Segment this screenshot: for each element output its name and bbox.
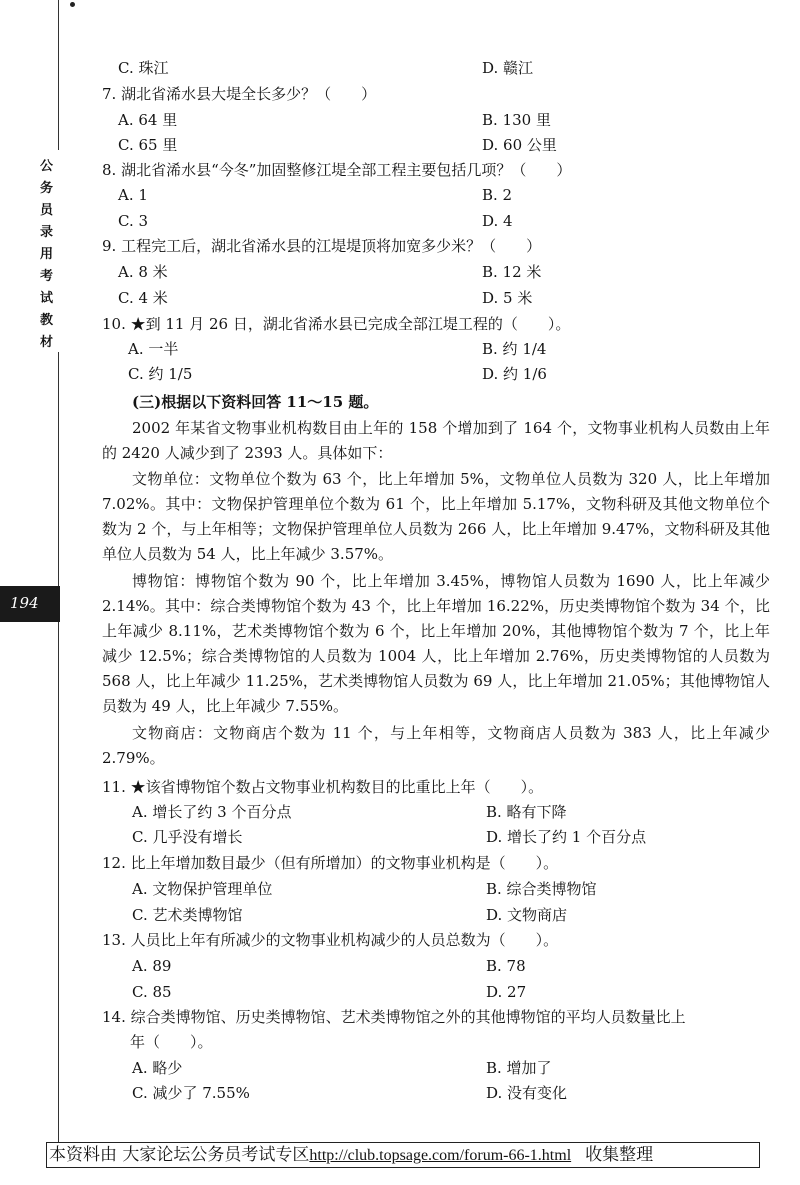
footer-banner	[46, 1142, 760, 1168]
sidebar-char: 录	[40, 225, 54, 240]
sidebar-char: 务	[40, 181, 54, 196]
q14-text-line2: 年（ ）。	[130, 1033, 213, 1051]
q7-option-c: C. 65 里	[118, 136, 178, 154]
sidebar-char: 公	[40, 159, 54, 174]
q11-option-d: D. 增长了约 1 个百分点	[486, 828, 647, 846]
footer-link[interactable]: http://club.topsage.com/forum-66-1.html	[309, 1147, 572, 1164]
q6-option-d: D. 赣江	[482, 59, 534, 77]
q8-text: 8. 湖北省浠水县“今冬”加固整修江堤全部工程主要包括几项？（ ）	[102, 161, 572, 179]
q8-option-c: C. 3	[118, 212, 149, 230]
q8-option-a: A. 1	[118, 186, 148, 204]
scan-dot	[70, 2, 75, 7]
margin-rule-top	[58, 0, 59, 150]
sidebar-char: 考	[40, 269, 54, 284]
paragraph-cultural-stores: 文物商店：文物商店个数为 11 个，与上年相等，文物商店人员数为 383 人，比上年减少 2.79%。	[102, 724, 770, 767]
q7-option-a: A. 64 里	[118, 111, 178, 129]
q10-option-a: A. 一半	[128, 340, 179, 358]
q14-option-b: B. 增加了	[486, 1059, 552, 1077]
q7-text: 7. 湖北省浠水县大堤全长多少？（ ）	[102, 85, 377, 103]
q6-option-c: C. 珠江	[118, 59, 169, 77]
q10-text: 10. ★到 11 月 26 日，湖北省浠水县已完成全部江堤工程的（ ）。	[102, 315, 571, 333]
q11-text: 11. ★该省博物馆个数占文物事业机构数目的比重比上年（ ）。	[102, 778, 544, 796]
q10-option-c: C. 约 1/5	[128, 365, 193, 383]
q9-option-c: C. 4 米	[118, 289, 168, 307]
q8-option-b: B. 2	[482, 186, 513, 204]
q13-text: 13. 人员比上年有所减少的文物事业机构减少的人员总数为（ ）。	[102, 931, 559, 949]
q12-option-a: A. 文物保护管理单位	[132, 880, 273, 898]
q12-option-c: C. 艺术类博物馆	[132, 906, 243, 924]
q13-option-b: B. 78	[486, 957, 526, 975]
q13-option-a: A. 89	[132, 957, 172, 975]
footer-suffix: 收集整理	[585, 1145, 654, 1165]
q8-option-d: D. 4	[482, 212, 513, 230]
sidebar-char: 员	[40, 203, 54, 218]
q12-text: 12. 比上年增加数目最少（但有所增加）的文物事业机构是（ ）。	[102, 854, 559, 872]
q11-option-c: C. 几乎没有增长	[132, 828, 243, 846]
q9-option-a: A. 8 米	[118, 263, 168, 281]
q11-option-b: B. 略有下降	[486, 803, 567, 821]
q9-option-d: D. 5 米	[482, 289, 533, 307]
q9-text: 9. 工程完工后，湖北省浠水县的江堤堤顶将加宽多少米？（ ）	[102, 237, 542, 255]
paragraph-museums: 博物馆：博物馆个数为 90 个，比上年增加 3.45%，博物馆人员数为 1690 人，比上年减少 2.14%。其中：综合类博物馆个数为 43 个，比上年增加 16.22%，历史类博物馆个数为 34 个，比上年减少 8.11%，艺术类博物馆个数为 6 个，比上年增加 20%，其他博物馆个数为 7 个，比上年减少 12.5%；综合类博物馆的人员数为 1004 人，比上年增加 2.76%，历史类博物馆的人员数为 568 人，比上年减少 11.25%，艺术类博物馆人员数为 69 人，比上年增加 21.05%；其他博物馆人员数为 49 人，比上年减少 7.55%。	[102, 572, 770, 715]
q10-option-b: B. 约 1/4	[482, 340, 547, 358]
q9-option-b: B. 12 米	[482, 263, 542, 281]
q14-option-a: A. 略少	[132, 1059, 183, 1077]
q12-option-d: D. 文物商店	[486, 906, 568, 924]
footer-prefix: 本资料由 大家论坛公务员考试专区	[49, 1145, 310, 1165]
page-number: 194	[10, 594, 39, 612]
sidebar-char: 试	[40, 291, 54, 306]
q14-option-d: D. 没有变化	[486, 1084, 568, 1102]
sidebar-char: 材	[40, 335, 54, 350]
q13-option-d: D. 27	[486, 983, 527, 1001]
q12-option-b: B. 综合类博物馆	[486, 880, 597, 898]
paragraph-intro: 2002 年某省文物事业机构数目由上年的 158 个增加到了 164 个，文物事业机构人员数由上年的 2420 人减少到了 2393 人。具体如下：	[102, 419, 770, 462]
q13-option-c: C. 85	[132, 983, 172, 1001]
q14-text-line1: 14. 综合类博物馆、历史类博物馆、艺术类博物馆之外的其他博物馆的平均人员数量比上	[102, 1008, 686, 1026]
q7-option-d: D. 60 公里	[482, 136, 557, 154]
margin-rule-bottom	[58, 352, 59, 1142]
q14-option-c: C. 减少了 7.55%	[132, 1084, 250, 1102]
section-3-title: (三)根据以下资料回答 11～15 题。	[132, 393, 379, 411]
q10-option-d: D. 约 1/6	[482, 365, 547, 383]
sidebar-char: 教	[40, 313, 54, 328]
q11-option-a: A. 增长了约 3 个百分点	[132, 803, 292, 821]
paragraph-cultural-units: 文物单位：文物单位个数为 63 个，比上年增加 5%，文物单位人员数为 320 人，比上年增加 7.02%。其中：文物保护管理单位个数为 61 个，比上年增加 5.17%，文物科研及其他文物单位个数为 2 个，与上年相等；文物保护管理单位人员数为 266 人，比上年增加 9.47%，文物科研及其他单位人员数为 54 人，比上年减少 3.57%。	[102, 470, 770, 563]
q7-option-b: B. 130 里	[482, 111, 551, 129]
sidebar-char: 用	[40, 247, 54, 262]
